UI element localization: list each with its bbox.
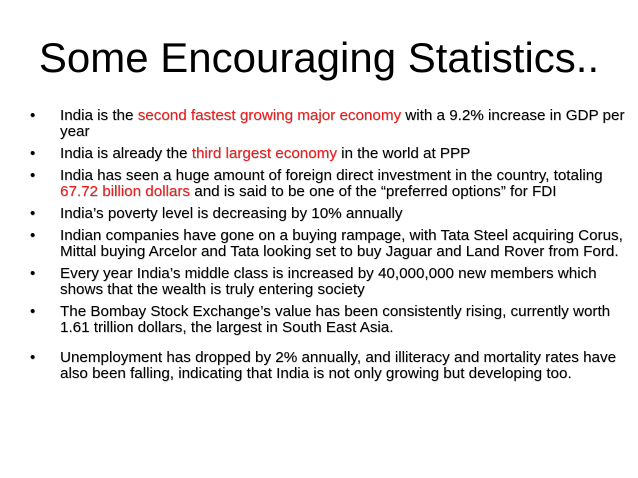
bullet-text: India’s poverty level is decreasing by 10% annually bbox=[60, 205, 403, 222]
bullet-item bbox=[30, 228, 630, 260]
bullet-list bbox=[30, 108, 630, 388]
bullet-dot-icon: • bbox=[30, 107, 36, 124]
bullet-text: Indian companies have gone on a buying rampage, with Tata Steel acquiring Corus, Mittal buying Arcelor and Tata looking set to buy Jaguar and Land Rover from Ford. bbox=[60, 227, 623, 260]
bullet-text: The Bombay Stock Exchange’s value has been consistently rising, currently worth 1.61 trillion dollars, the largest in South East Asia. bbox=[60, 303, 611, 336]
bullet-dot-icon: • bbox=[30, 145, 36, 162]
bullet-text: Every year India’s middle class is increased by 40,000,000 new members which shows that the wealth is truly entering society bbox=[60, 265, 597, 298]
bullet-item bbox=[30, 108, 630, 140]
bullet-dot-icon: • bbox=[30, 227, 36, 244]
bullet-text: with a 9.2% increase in GDP per year bbox=[60, 107, 625, 140]
highlight-text: second fastest growing major economy bbox=[137, 107, 402, 124]
bullet-text: India is already the bbox=[60, 145, 192, 162]
bullet-item bbox=[30, 168, 630, 200]
bullet-text: Unemployment has dropped by 2% annually, and illiteracy and mortality rates have also been falling, indicating that India is not only growing but developing too. bbox=[60, 349, 617, 382]
bullet-dot-icon: • bbox=[30, 265, 36, 282]
bullet-text: in the world at PPP bbox=[336, 145, 471, 162]
bullet-dot-icon: • bbox=[30, 303, 36, 320]
highlight-text: third largest economy bbox=[191, 145, 337, 162]
bullet-text: and is said to be one of the “preferred options” for FDI bbox=[190, 183, 557, 200]
bullet-text: India has seen a huge amount of foreign direct investment in the country, totaling bbox=[60, 167, 603, 184]
bullet-dot-icon: • bbox=[30, 167, 36, 184]
slide-title: Some Encouraging Statistics.. bbox=[38, 34, 600, 81]
bullet-text: India is the bbox=[60, 107, 138, 124]
bullet-dot-icon: • bbox=[30, 349, 36, 366]
bullet-item bbox=[30, 304, 630, 336]
bullet-item bbox=[30, 206, 630, 222]
bullet-item bbox=[30, 266, 630, 298]
bullet-item bbox=[30, 146, 630, 162]
bullet-item bbox=[30, 350, 630, 382]
bullet-dot-icon: • bbox=[30, 205, 36, 222]
highlight-text: 67.72 billion dollars bbox=[60, 183, 191, 200]
